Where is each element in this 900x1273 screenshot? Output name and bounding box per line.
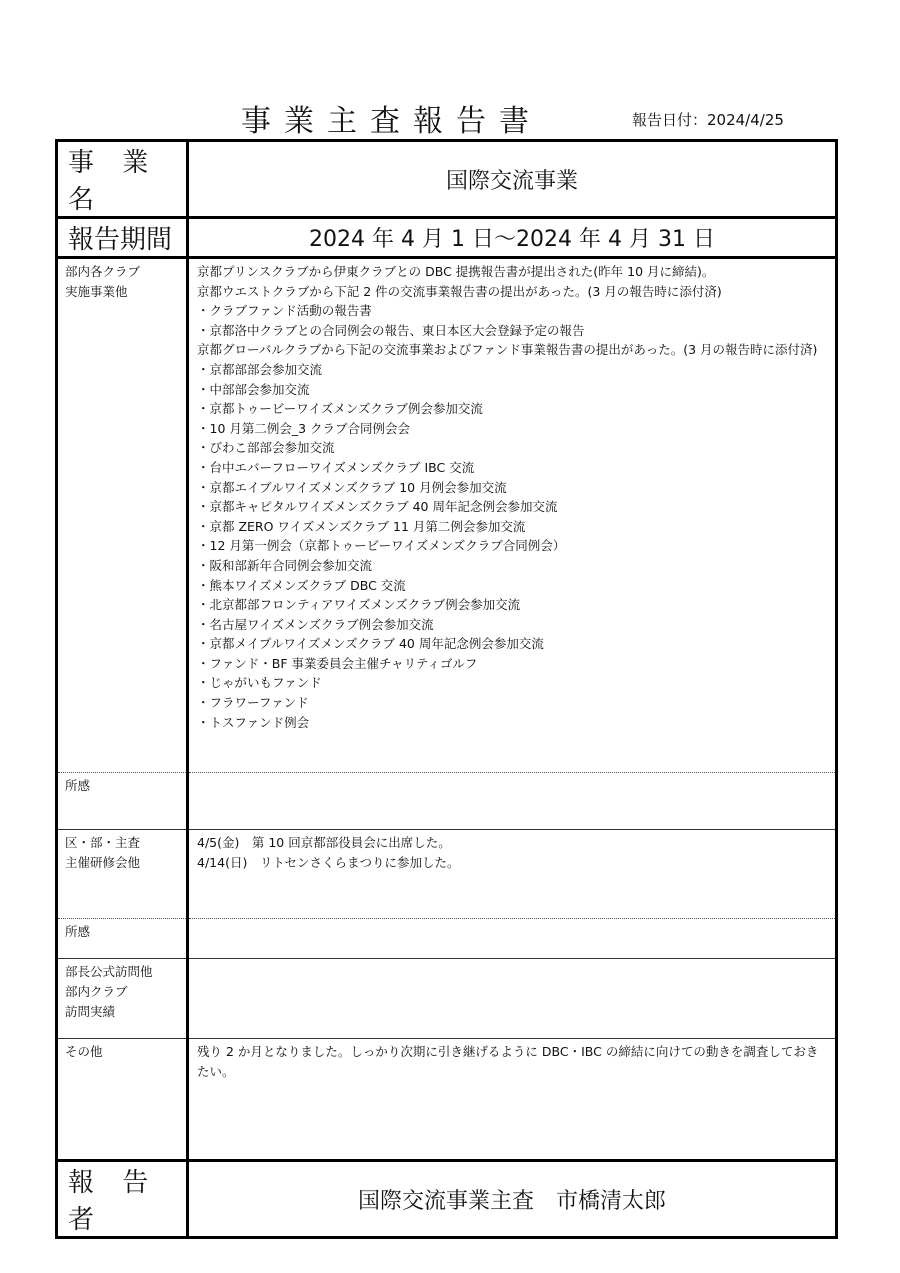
activity-line: ・中部部会参加交流: [197, 381, 310, 397]
district-events-label-line2: 主催研修会他: [65, 855, 141, 870]
activity-line: ・京都 ZERO ワイズメンズクラブ 11 月第二例会参加交流: [197, 518, 526, 534]
district-events-label-line1: 区・部・主査: [65, 835, 141, 850]
impression-1-value: [188, 773, 837, 830]
activity-line: ・京都キャピタルワイズメンズクラブ 40 周年記念例会参加交流: [197, 499, 558, 515]
row-impression-2: [57, 919, 837, 959]
activity-line: 京都グローバルクラブから下記の交流事業およびファンド事業報告書の提出があった。(3 月の報告時に添付済): [197, 342, 818, 358]
visits-label-line3: 訪問実績: [65, 1004, 116, 1019]
row-business-name: [57, 141, 837, 218]
row-impression-1: [57, 773, 837, 830]
activity-line: ・10 月第二例会_3 クラブ合同例会会: [197, 420, 411, 436]
club-activities-list: [188, 258, 837, 773]
activity-line: 京都ウエストクラブから下記 2 件の交流事業報告書の提出があった。(3 月の報告時に添付済): [197, 283, 722, 299]
event-line: 4/14(日) リトセンさくらまつりに参加した。: [197, 854, 460, 870]
impression-1-label: 所感: [57, 773, 188, 830]
activity-line: ・じゃがいもファンド: [197, 675, 322, 691]
other-label: その他: [57, 1039, 188, 1161]
activity-line: ・京都部部会参加交流: [197, 361, 323, 377]
business-name-label: 事 業 名: [57, 141, 188, 218]
business-name-value: 国際交流事業: [188, 141, 837, 218]
activity-line: ・びわこ部部会参加交流: [197, 440, 335, 456]
reporter-value: 国際交流事業主査 市橋清太郎: [357, 1188, 666, 1214]
impression-2-value: [188, 919, 837, 959]
row-reporter: [57, 1161, 837, 1238]
report-period-label: 報告期間: [57, 218, 188, 258]
row-report-period: [57, 218, 837, 258]
document-title: 事業主査報告書: [241, 104, 542, 139]
activity-line: ・京都メイプルワイズメンズクラブ 40 周年記念例会参加交流: [197, 636, 544, 652]
visits-label-line1: 部長公式訪問他: [65, 964, 153, 979]
row-visits: [57, 959, 837, 1039]
visits-label-line2: 部内クラブ: [65, 984, 128, 999]
reporter-label: 報 告 者: [57, 1161, 188, 1238]
activity-line: ・トスファンド例会: [197, 714, 310, 730]
report-period-value: 2024 年 4 月 1 日～2024 年 4 月 31 日: [188, 218, 837, 258]
activity-line: ・ファンド・BF 事業委員会主催チャリティゴルフ: [197, 655, 478, 671]
club-activities-label-line2: 実施事業他: [65, 284, 128, 299]
activity-line: ・熊本ワイズメンズクラブ DBC 交流: [197, 577, 406, 593]
activity-line: ・台中エバーフローワイズメンズクラブ IBC 交流: [197, 459, 475, 475]
activity-line: ・名古屋ワイズメンズクラブ例会参加交流: [197, 616, 434, 632]
club-activities-label-line1: 部内各クラブ: [65, 264, 141, 279]
activity-line: ・クラブファンド活動の報告書: [197, 303, 372, 319]
event-line: 4/5(金) 第 10 回京都部役員会に出席した。: [197, 835, 451, 850]
activity-line: ・阪和部新年合同例会参加交流: [197, 557, 373, 573]
row-club-activities: [57, 258, 837, 773]
activity-line: ・京都トゥービーワイズメンズクラブ例会参加交流: [197, 401, 483, 417]
row-other: [57, 1039, 837, 1161]
report-date: 報告日付：2024/4/25: [632, 111, 784, 129]
activity-line: ・北京都部フロンティアワイズメンズクラブ例会参加交流: [197, 597, 521, 613]
activity-line: ・京都エイブルワイズメンズクラブ 10 月例会参加交流: [197, 479, 507, 495]
visits-label: [57, 959, 188, 1039]
activity-line: ・12 月第一例会（京都トゥービーワイズメンズクラブ合同例会）: [197, 538, 566, 554]
district-events-label: [57, 830, 188, 919]
activity-line: ・フラワーファンド: [197, 695, 309, 711]
row-district-events: [57, 830, 837, 919]
impression-2-label: 所感: [57, 919, 188, 959]
activity-line: ・京都洛中クラブとの合同例会の報告、東日本区大会登録予定の報告: [197, 322, 585, 338]
activity-line: 京都プリンスクラブから伊東クラブとの DBC 提携報告書が提出された(昨年 10 月に締結)。: [197, 264, 715, 279]
club-activities-label: [57, 258, 188, 773]
other-value: 残り 2 か月となりました。しっかり次期に引き継げるように DBC・IBC の締結に向けての動きを調査しておきたい。: [188, 1039, 837, 1161]
district-events-list: [188, 830, 837, 919]
report-form-table: [55, 139, 838, 1239]
visits-value: [188, 959, 837, 1039]
